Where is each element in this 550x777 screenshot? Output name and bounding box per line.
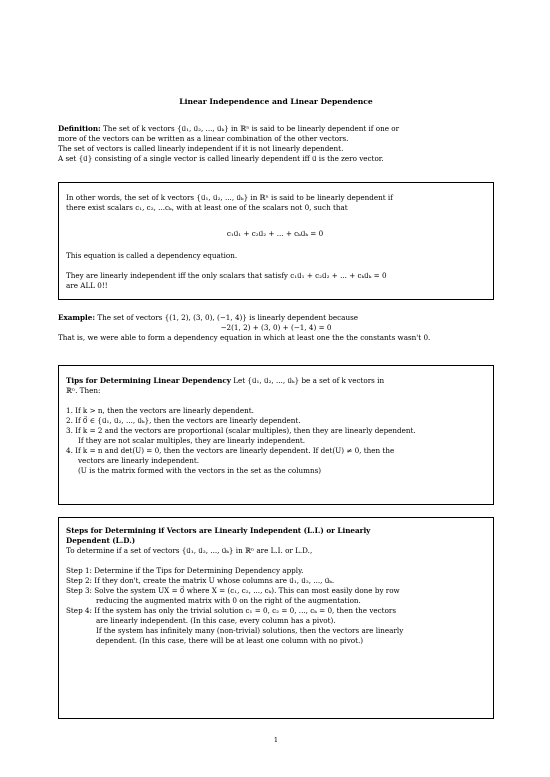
tips-intro-2: ℝⁿ. Then: <box>66 386 101 395</box>
step-1: Step 1: Determine if the Tips for Determining Dependency apply. <box>66 566 304 575</box>
tips-heading: Tips for Determining Linear Dependency <box>66 376 231 385</box>
box1-line-5: are ALL 0!! <box>66 281 108 290</box>
tips-box <box>58 365 494 505</box>
steps-heading-1: Steps for Determining if Vectors are Linearly Independent (L.I.) or Linearly <box>66 526 371 535</box>
step-4c: If the system has infinitely many (non-trivial) solutions, then the vectors are linearly <box>96 626 404 635</box>
tips-item-3a: 3. If k = 2 and the vectors are proportional (scalar multiples), then they are linearly dependent. <box>66 426 416 435</box>
step-3b: reducing the augmented matrix with 0 on the right of the augmentation. <box>96 596 361 605</box>
tips-intro: Let {u⃗₁, u⃗₂, ..., u⃗ₖ} be a set of k vectors in <box>233 376 385 385</box>
steps-heading-2: Dependent (L.D.) <box>66 536 136 545</box>
tips-item-4c: (U is the matrix formed with the vectors in the set as the columns) <box>78 466 322 475</box>
example-equation: −2(1, 2) + (3, 0) + (−1, 4) = 0 <box>220 323 332 332</box>
step-4b: are linearly independent. (In this case, every column has a pivot). <box>96 616 336 625</box>
example-line-2: That is, we were able to form a dependency equation in which at least one the the constants wasn't 0. <box>58 333 431 342</box>
box1-line-3: This equation is called a dependency equation. <box>66 251 238 260</box>
tips-item-2: 2. If 0⃗ ∈ {u⃗₁, u⃗₂, ..., u⃗ₖ}, then the vectors are linearly dependent. <box>66 416 301 425</box>
tips-item-4b: vectors are linearly independent. <box>78 456 199 465</box>
step-4a: Step 4: If the system has only the trivial solution c₁ = 0, c₂ = 0, ..., cₖ = 0, then the vectors <box>66 606 397 615</box>
example-label: Example: <box>58 313 96 322</box>
step-3a: Step 3: Solve the system UX = 0⃗ where X = (c₁, c₂, ..., cₖ). This can most easily done by row <box>66 586 400 595</box>
page-number: 1 <box>273 736 279 744</box>
tips-line-1 <box>66 376 484 386</box>
example-line-1 <box>58 313 494 323</box>
step-2: Step 2: If they don't, create the matrix U whose columns are u⃗₁, u⃗₂, ..., u⃗ₖ. <box>66 576 335 585</box>
page-title: Linear Independence and Linear Dependence <box>179 97 373 106</box>
definition-line-3: The set of vectors is called linearly independent if it is not linearly dependent. <box>58 144 344 153</box>
box1-line-4: They are linearly independent iff the only scalars that satisfy c₁u⃗₁ + c₂u⃗₂ + ... + cₖu⃗ₖ = 0 <box>66 271 387 280</box>
steps-intro: To determine if a set of vectors {u⃗₁, u⃗₂, ..., u⃗ₖ} in ℝⁿ are L.I. or L.D., <box>66 546 313 555</box>
dependency-box <box>58 182 494 300</box>
definition-line-4: A set {u⃗} consisting of a single vector is called linearly dependent iff u⃗ is the zero vector. <box>58 154 384 163</box>
steps-box <box>58 517 494 719</box>
dependency-equation: c₁u⃗₁ + c₂u⃗₂ + ... + cₖu⃗ₖ = 0 <box>226 229 324 238</box>
tips-item-4a: 4. If k = n and det(U) = 0, then the vectors are linearly dependent. If det(U) ≠ 0, then the <box>66 446 395 455</box>
tips-item-3b: If they are not scalar multiples, they are linearly independent. <box>78 436 306 445</box>
step-4d: dependent. (In this case, there will be at least one column with no pivot.) <box>96 636 364 645</box>
example-text-1: The set of vectors {(1, 2), (3, 0), (−1, 4)} is linearly dependent because <box>97 313 359 322</box>
box1-line-1: In other words, the set of k vectors {u⃗₁, u⃗₂, ..., u⃗ₖ} in ℝⁿ is said to be linearly dependent if <box>66 193 393 202</box>
definition-line-1 <box>58 124 494 134</box>
definition-text-1: The set of k vectors {u⃗₁, u⃗₂, ..., u⃗ₖ} in ℝⁿ is said to be linearly dependent if one or <box>103 124 400 133</box>
definition-line-2: more of the vectors can be written as a linear combination of the other vectors. <box>58 134 349 143</box>
box1-line-2: there exist scalars c₁, c₂, ...cₖ, with at least one of the scalars not 0, such that <box>66 203 348 212</box>
tips-item-1: 1. If k > n, then the vectors are linearly dependent. <box>66 406 254 415</box>
definition-label: Definition: <box>58 124 101 133</box>
